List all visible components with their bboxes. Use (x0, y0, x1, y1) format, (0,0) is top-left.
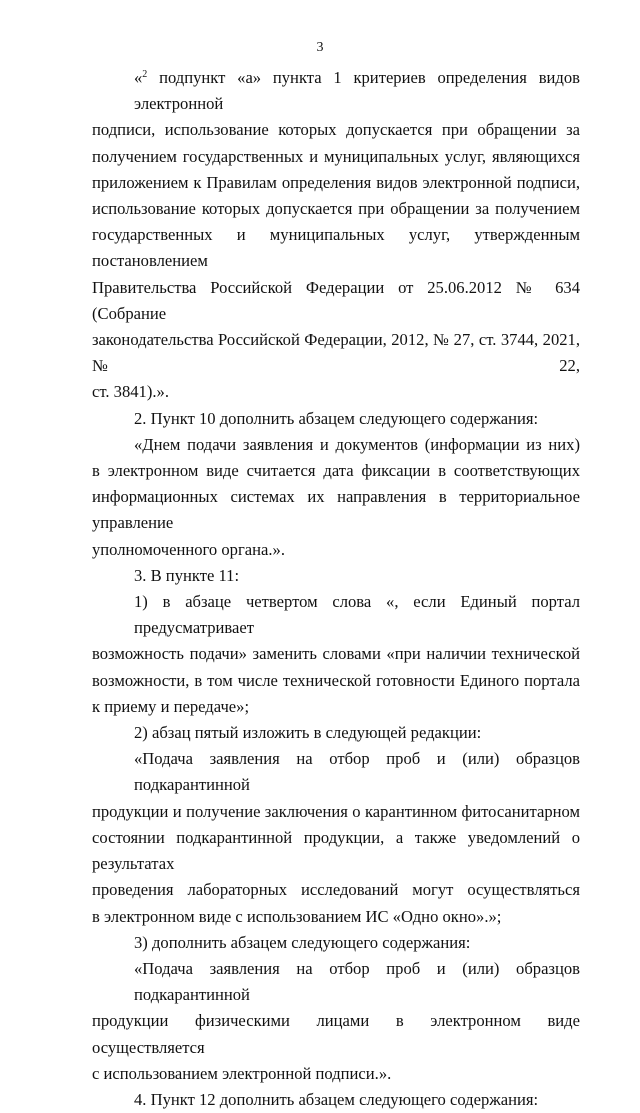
paragraph-line: возможность подачи» заменить словами «при наличии технической (92, 644, 580, 664)
paragraph-line: «Подача заявления на отбор проб и (или) образцов подкарантинной (134, 749, 580, 795)
paragraph-line: 1) в абзаце четвертом слова «, если Единый портал предусматривает (134, 592, 580, 638)
paragraph-item-2 (92, 406, 580, 432)
paragraph-line: к приему и передаче»; (92, 696, 250, 716)
paragraph-line: Правительства Российской Федерации от 25.06.2012 № 634 (Собрание (92, 277, 580, 323)
paragraph-item-3 (92, 563, 580, 589)
paragraph-line: «Днем подачи заявления и документов (информации из них) (134, 434, 580, 454)
paragraph-line: «Подача заявления на отбор проб и (или) образцов подкарантинной (134, 958, 580, 1005)
line-text: подпункт «а» пункта 1 критериев определения видов электронной (134, 68, 580, 114)
paragraph-line: возможности, в том числе технической готовности Единого портала (92, 670, 580, 690)
paragraph-amendment-criteria (92, 65, 580, 406)
paragraph-quote-sampling-request (92, 746, 580, 929)
paragraph-line: 2) абзац пятый изложить в следующей редакции: (134, 723, 482, 743)
paragraph-line: проведения лабораторных исследований могут осуществляться (92, 880, 580, 900)
paragraph-subitem-3 (92, 930, 580, 956)
paragraph-line: в электронном виде с использованием ИС «Одно окно».»; (92, 906, 502, 926)
paragraph-line: продукции физическими лицами в электронном виде осуществляется (92, 1011, 580, 1057)
paragraph-line: 3. В пункте 11: (134, 565, 240, 585)
paragraph-line: ст. 3841).». (92, 382, 169, 402)
quote-open: « (134, 68, 143, 87)
paragraph-quote-submission-day (92, 432, 580, 563)
paragraph-item-4 (92, 1087, 580, 1113)
paragraph-line: с использованием электронной подписи.». (92, 1063, 392, 1083)
paragraph-line: 4. Пункт 12 дополнить абзацем следующего содержания: (134, 1089, 539, 1109)
paragraph-line (92, 65, 580, 117)
paragraph-line: государственных и муниципальных услуг, утвержденным постановлением (92, 225, 580, 271)
paragraph-line: законодательства Российской Федерации, 2012, № 27, ст. 3744, 2021, № 22, (92, 330, 580, 376)
paragraph-line: использование которых допускается при обращении за получением (92, 199, 580, 219)
paragraph-line: подписи, использование которых допускается при обращении за (92, 120, 580, 140)
paragraph-line: информационных системах их направления в территориальное управление (92, 487, 580, 533)
superscript-mark: 2 (142, 69, 148, 80)
paragraph-line: уполномоченного органа.». (92, 539, 285, 559)
paragraph-line: 2. Пункт 10 дополнить абзацем следующего содержания: (134, 408, 539, 428)
paragraph-subitem-2 (92, 720, 580, 746)
paragraph-line: продукции и получение заключения о карантинном фитосанитарном (92, 801, 580, 821)
paragraph-line: приложением к Правилам определения видов электронной подписи, (92, 172, 580, 192)
page-number: 3 (316, 40, 324, 55)
paragraph-line: состоянии подкарантинной продукции, а также уведомлений о результатах (92, 827, 580, 874)
paragraph-line: 3) дополнить абзацем следующего содержания: (134, 932, 471, 952)
paragraph-line: получением государственных и муниципальных услуг, являющихся (92, 146, 580, 166)
paragraph-subitem-1 (92, 589, 580, 720)
paragraph-line: в электронном виде считается дата фиксации в соответствующих (92, 461, 580, 481)
paragraph-quote-individuals (92, 956, 580, 1087)
document-body (92, 65, 580, 1113)
